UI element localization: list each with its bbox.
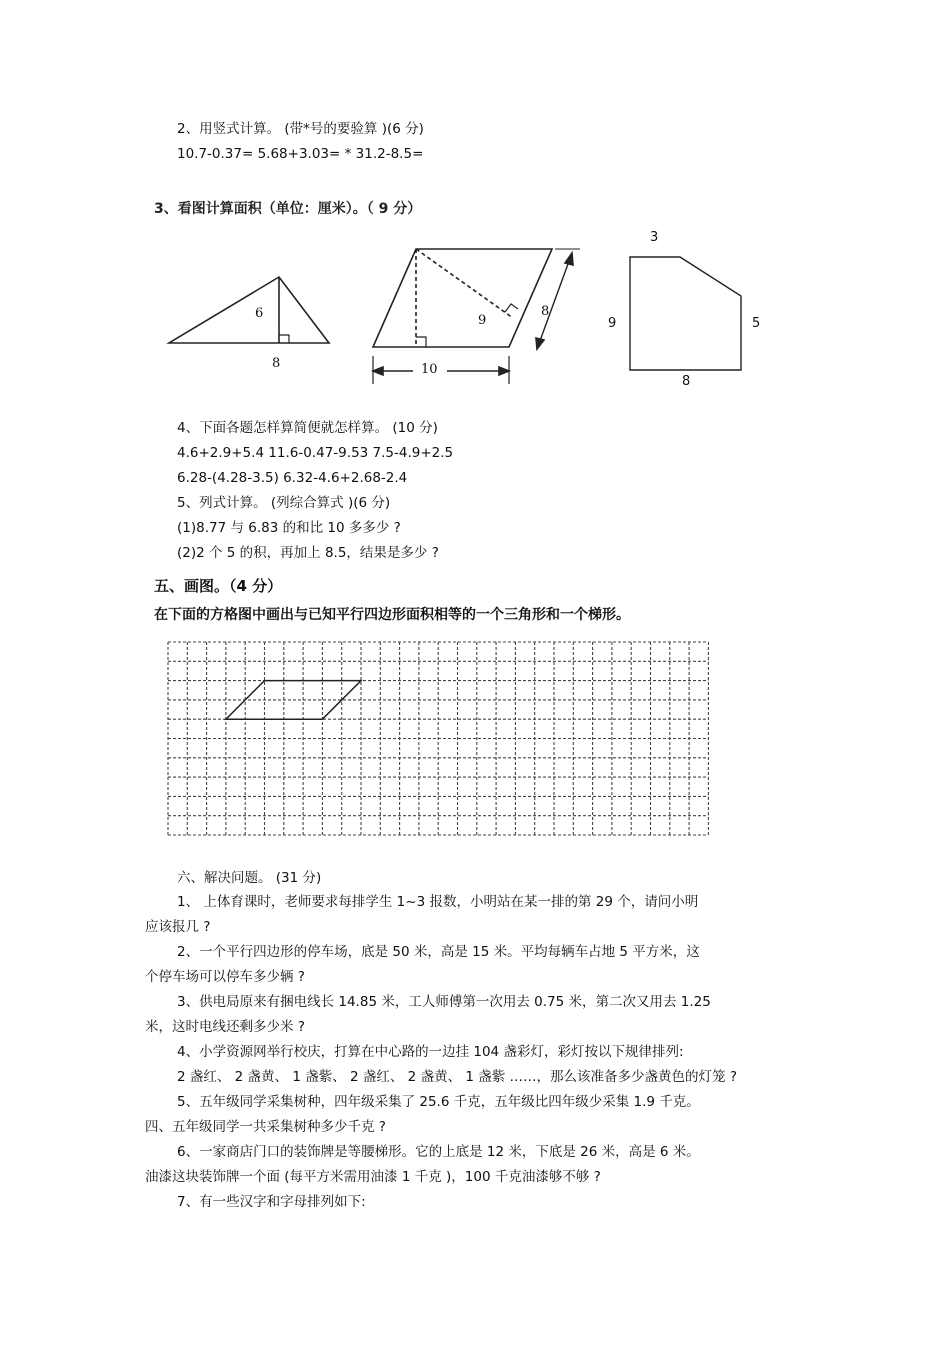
pentagon-bottom-label: 8 <box>682 374 691 389</box>
problem6-line1: 6、一家商店门口的装饰牌是等腰梯形。它的上底是 12 米，下底是 26 米，高是 6 米。 <box>177 1144 700 1160</box>
problem2-line2: 个停车场可以停车多少辆 ? <box>145 969 305 985</box>
section5-title: 五、画图。（4 分） <box>154 577 283 595</box>
parallelogram-height-label: 9 <box>478 313 487 328</box>
problem1-line1: 1、 上体育课时，老师要求每排学生 1~3 报数，小明站在某一排的第 29 个，请问小明 <box>177 894 699 910</box>
pentagon-right-label: 5 <box>752 316 761 331</box>
problem6-line2: 油漆这块装饰牌一个面 (每平方米需用油漆 1 千克 )，100 千克油漆够不够 ? <box>145 1169 601 1185</box>
q2-expressions: 10.7-0.37= 5.68+3.03= * 31.2-8.5= <box>177 146 424 162</box>
pentagon-left-label: 9 <box>608 316 617 331</box>
problem7-line1: 7、有一些汉字和字母排列如下: <box>177 1194 366 1210</box>
q4-line1: 4.6+2.9+5.4 11.6-0.47-9.53 7.5-4.9+2.5 <box>177 445 454 461</box>
problem4-line2: 2 盏红、 2 盏黄、 1 盏紫、 2 盏红、 2 盏黄、 1 盏紫 ……，那么该准备多少盏黄色的灯笼 ? <box>177 1069 737 1085</box>
triangle-height-label: 6 <box>255 306 264 321</box>
parallelogram-side-label: 8 <box>541 304 550 319</box>
q5-part1: (1)8.77 与 6.83 的和比 10 多多少 ? <box>177 520 401 536</box>
problem1-line2: 应该报几 ? <box>145 919 211 935</box>
problem5-line1: 5、五年级同学采集树种，四年级采集了 25.6 千克，五年级比四年级少采集 1.9 千克。 <box>177 1094 700 1110</box>
q4-title: 4、下面各题怎样算简便就怎样算。 (10 分) <box>177 420 438 436</box>
problem2-line1: 2、一个平行四边形的停车场，底是 50 米，高是 15 米。平均每辆车占地 5 平方米，这 <box>177 944 700 960</box>
parallelogram-base-label: 10 <box>421 362 438 377</box>
section6-title: 六、解决问题。 (31 分) <box>177 870 322 886</box>
q4-line2: 6.28-(4.28-3.5) 6.32-4.6+2.68-2.4 <box>177 470 408 486</box>
pentagon-top-label: 3 <box>650 230 659 245</box>
q5-part2: (2)2 个 5 的积，再加上 8.5，结果是多少 ? <box>177 545 439 561</box>
problem5-line2: 四、五年级同学一共采集树种多少千克 ? <box>145 1119 386 1135</box>
problem3-line2: 米，这时电线还剩多少米 ? <box>145 1019 305 1035</box>
q2-title: 2、用竖式计算。 (带*号的要验算 )(6 分) <box>177 121 424 137</box>
problem3-line1: 3、供电局原来有捆电线长 14.85 米，工人师傅第一次用去 0.75 米，第二次又用去 1.25 <box>177 994 711 1010</box>
problem4-line1: 4、小学资源网举行校庆，打算在中心路的一边挂 104 盏彩灯，彩灯按以下规律排列: <box>177 1044 684 1060</box>
q5-title: 5、列式计算。 (列综合算式 )(6 分) <box>177 495 391 511</box>
q3-title: 3、看图计算面积（单位：厘米）。（ 9 分） <box>154 201 422 217</box>
triangle-base-label: 8 <box>272 356 281 371</box>
section5-instruction: 在下面的方格图中画出与已知平行四边形面积相等的一个三角形和一个梯形。 <box>154 607 630 623</box>
